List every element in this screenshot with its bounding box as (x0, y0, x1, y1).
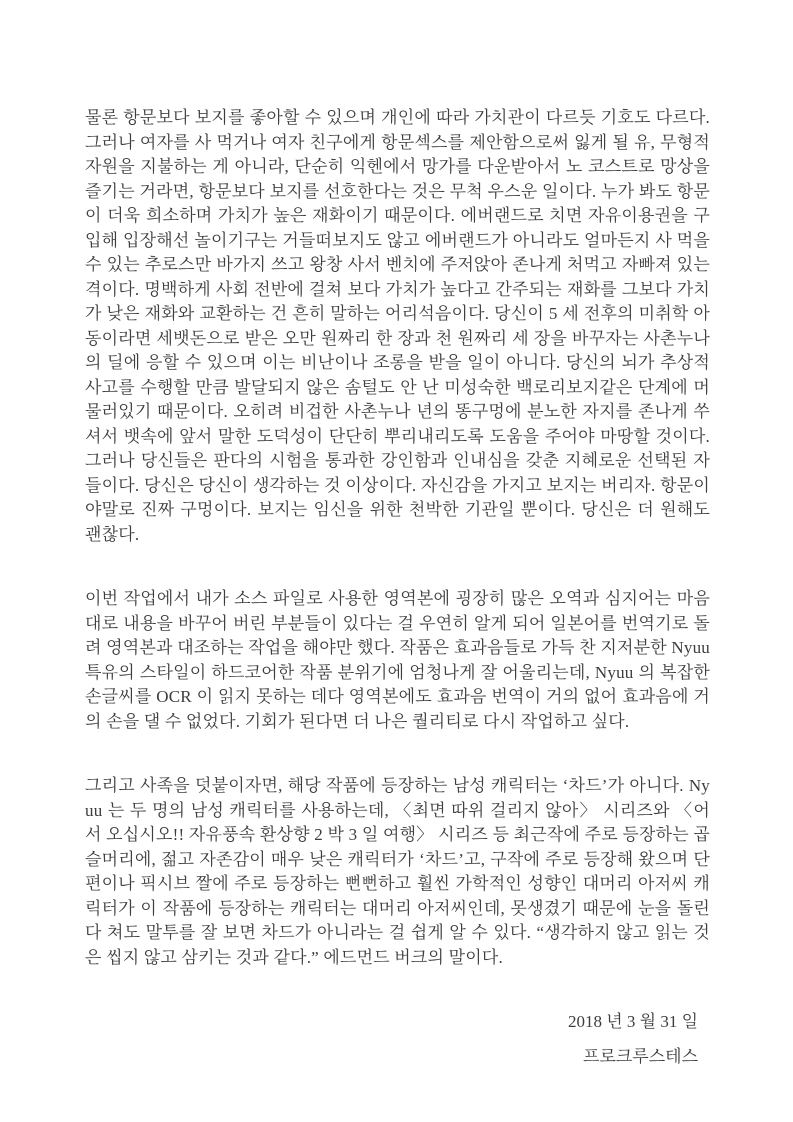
signature-line: 프로크루스테스 (583, 1046, 698, 1066)
paragraph-2: 이번 작업에서 내가 소스 파일로 사용한 영역본에 굉장히 많은 오역과 심지어는 마음대로 내용을 바꾸어 버린 부분들이 있다는 걸 우연히 알게 되어 일본어를 번역기로 돌려 영역본과 대조하는 작업을 해야만 했다. 작품은 효과음들로 가득 찬 지저분한 Nyuu 특유의 스타일이 하드코어한 작품 분위기에 엄청나게 잘 어울리는데, Nyuu 의 복잡한 손글씨를 OCR 이 읽지 못하는 데다 영역본에도 효과음 번역이 거의 없어 효과음에 거의 손을 댈 수 없었다. 기회가 된다면 더 나은 퀄리티로 다시 작업하고 싶다. (85, 589, 710, 731)
text-block (85, 106, 710, 1069)
date-line: 2018 년 3 월 31 일 (567, 1012, 698, 1031)
paragraph-1: 물론 항문보다 보지를 좋아할 수 있으며 개인에 따라 가치관이 다르듯 기호도 다르다. 그러나 여자를 사 먹거나 여자 친구에게 항문섹스를 제안함으로써 잃게 될 유, 무형적 자원을 지불하는 게 아니라, 단순히 익헨에서 망가를 다운받아서 노 코스트로 망상을 즐기는 거라면, 항문보다 보지를 선호한다는 것은 무척 우스운 일이다. 누가 봐도 항문이 더욱 희소하며 가치가 높은 재화이기 때문이다. 에버랜드로 치면 자유이용권을 구입해 입장해선 놀이기구는 거들떠보지도 않고 에버랜드가 아니라도 얼마든지 사 먹을 수 있는 추로스만 바가지 쓰고 왕창 사서 벤치에 주저앉아 존나게 처먹고 자빠져 있는 격이다. 명백하게 사회 전반에 걸쳐 보다 가치가 높다고 간주되는 재화를 그보다 가치가 낮은 재화와 교환하는 건 흔히 말하는 어리석음이다. 당신이 5 세 전후의 미취학 아동이라면 세뱃돈으로 받은 오만 원짜리 한 장과 천 원짜리 세 장을 바꾸자는 사촌누나의 딜에 응할 수 있으며 이는 비난이나 조롱을 받을 일이 아니다. 당신의 뇌가 추상적 사고를 수행할 만큼 발달되지 않은 솜털도 안 난 미성숙한 백로리보지같은 단계에 머물러있기 때문이다. 오히려 비겁한 사촌누나 년의 똥구멍에 분노한 자지를 존나게 쑤셔서 뱃속에 앞서 말한 도덕성이 단단히 뿌리내리도록 도움을 주어야 마땅할 것이다. 그러나 당신들은 판다의 시험을 통과한 강인함과 인내심을 갖춘 지혜로운 선택된 자들이다. 당신은 당신이 생각하는 것 이상이다. 자신감을 가지고 보지는 버리자. 항문이야말로 진짜 구멍이다. 보지는 임신을 위한 천박한 기관일 뿐이다. 당신은 더 원해도 괜찮다. (85, 108, 710, 544)
paragraph-3: 그리고 사족을 덧붙이자면, 해당 작품에 등장하는 남성 캐릭터는 ‘차드’가 아니다. Nyuu 는 두 명의 남성 캐릭터를 사용하는데, 〈최면 따위 걸리지 않아〉 시리즈와 〈어서 오십시오!! 자유풍속 환상향 2 박 3 일 여행〉 시리즈 등 최근작에 주로 등장하는 곱슬머리에, 젊고 자존감이 매우 낮은 캐릭터가 ‘차드’고, 구작에 주로 등장해 왔으며 단편이나 픽시브 짤에 주로 등장하는 뻔뻔하고 훨씬 가학적인 성향인 대머리 아저씨 캐릭터가 이 작품에 등장하는 캐릭터는 대머리 아저씨인데, 못생겼기 때문에 눈을 돌린다 쳐도 말투를 잘 보면 차드가 아니라는 걸 쉽게 알 수 있다. “생각하지 않고 읽는 것은 씹지 않고 삼키는 것과 같다.” 에드먼드 버크의 말이다. (85, 776, 710, 967)
